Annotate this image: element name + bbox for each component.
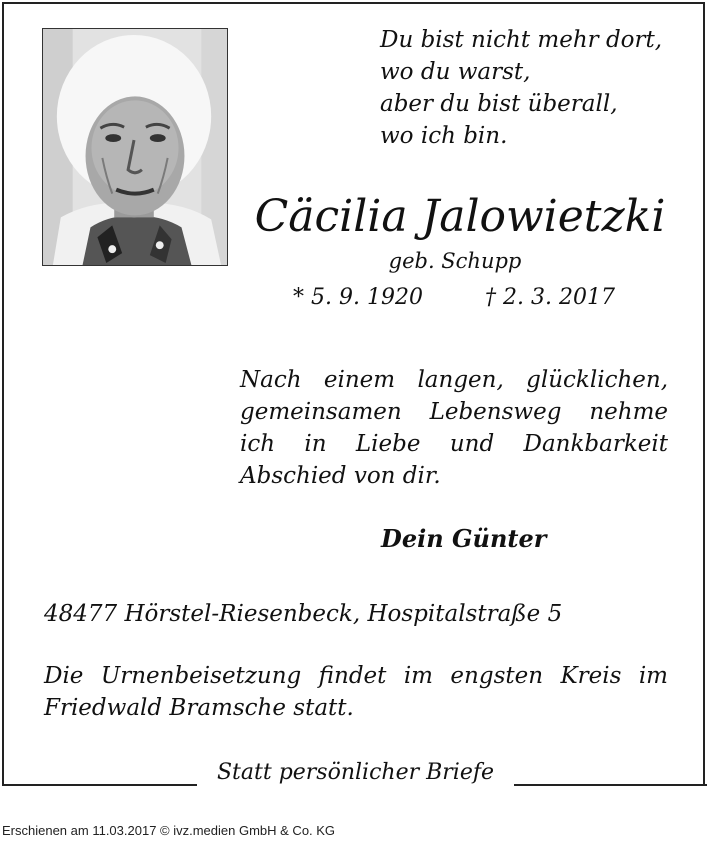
farewell-message: Nach einem langen, glücklichen, gemeinsamen Lebensweg nehme ich in Liebe und Dankbarkeit Abschied von dir. [240, 367, 668, 489]
deceased-name: Cäcilia Jalowietzki [254, 191, 666, 242]
publication-caption: Erschienen am 11.03.2017 © ivz.medien GmbH & Co. KG [2, 823, 336, 838]
death-date: † 2. 3. 2017 [485, 285, 615, 310]
bottom-rule-right [514, 784, 707, 786]
poem-line: wo ich bin. [380, 123, 508, 149]
poem [380, 24, 700, 152]
signature: Dein Günter [381, 524, 547, 553]
poem-line: Du bist nicht mehr dort, [380, 27, 663, 53]
funeral-note: Die Urnenbeisetzung findet im engsten Kreis im Friedwald Bramsche statt. [44, 663, 668, 721]
poem-line: wo du warst, [380, 59, 531, 85]
poem-line: aber du bist überall, [380, 91, 618, 117]
maiden-name: geb. Schupp [388, 249, 522, 273]
address: 48477 Hörstel-Riesenbeck, Hospitalstraße 5 [44, 601, 563, 627]
portrait-photo [42, 28, 228, 266]
bottom-rule-left [2, 784, 197, 786]
footer-phrase: Statt persönlicher Briefe [216, 760, 495, 785]
portrait-illustration [43, 29, 227, 265]
birth-date: * 5. 9. 1920 [293, 285, 423, 310]
